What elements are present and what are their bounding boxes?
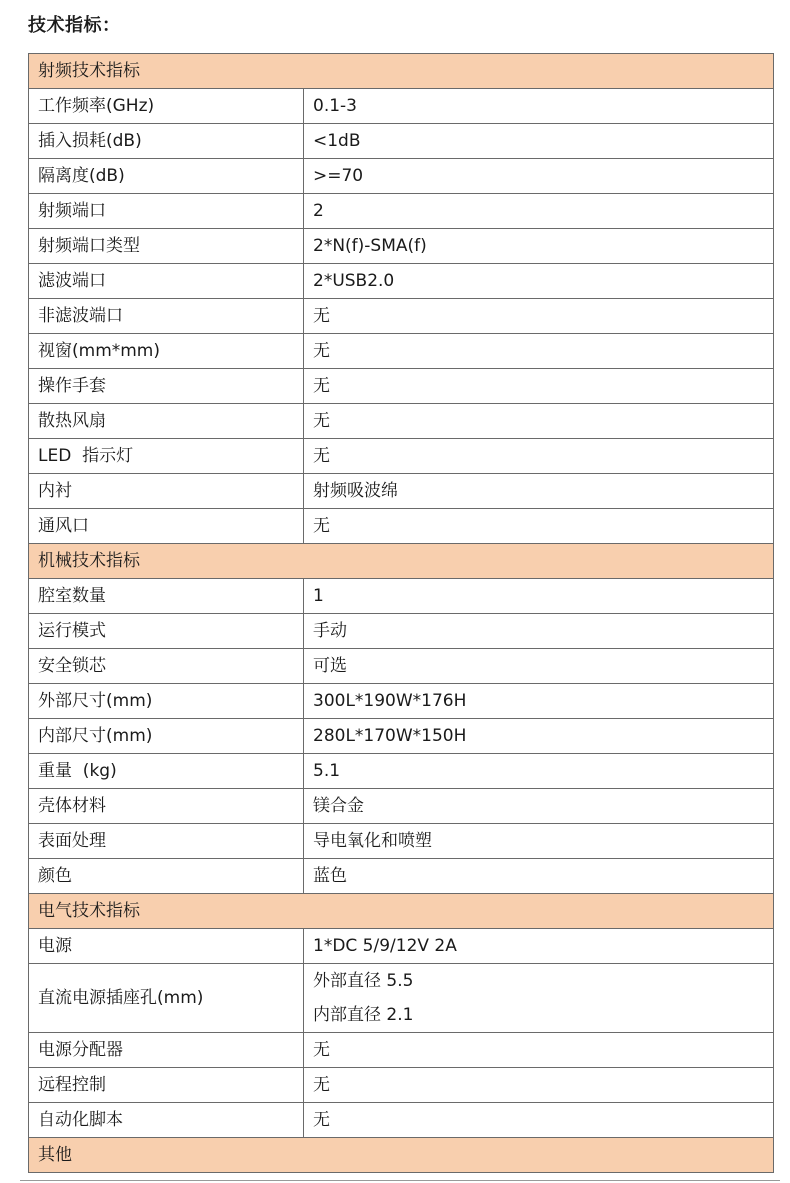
spec-value: 无 <box>304 1103 774 1138</box>
section-title: 机械技术指标 <box>29 544 774 579</box>
spec-label: 插入损耗(dB) <box>29 124 304 159</box>
spec-label: 安全锁芯 <box>29 649 304 684</box>
spec-value: 无 <box>304 369 774 404</box>
section-header-elec <box>29 894 774 929</box>
spec-label: 内部尺寸(mm) <box>29 719 304 754</box>
table-row <box>29 824 774 859</box>
spec-value: 2 <box>304 194 774 229</box>
spec-value: 可选 <box>304 649 774 684</box>
spec-value: 蓝色 <box>304 859 774 894</box>
spec-value: 无 <box>304 404 774 439</box>
spec-value: 0.1-3 <box>304 89 774 124</box>
spec-label: 视窗(mm*mm) <box>29 334 304 369</box>
spec-label: 非滤波端口 <box>29 299 304 334</box>
table-row <box>29 124 774 159</box>
table-row <box>29 789 774 824</box>
spec-value: 无 <box>304 439 774 474</box>
table-row <box>29 334 774 369</box>
spec-label: 隔离度(dB) <box>29 159 304 194</box>
spec-value: >=70 <box>304 159 774 194</box>
spec-value: 1 <box>304 579 774 614</box>
section-title: 射频技术指标 <box>29 54 774 89</box>
spec-value: 2*USB2.0 <box>304 264 774 299</box>
spec-value: 无 <box>304 1068 774 1103</box>
spec-value: 2*N(f)-SMA(f) <box>304 229 774 264</box>
spec-value: 导电氧化和喷塑 <box>304 824 774 859</box>
spec-label: 自动化脚本 <box>29 1103 304 1138</box>
spec-label: 滤波端口 <box>29 264 304 299</box>
spec-value: 280L*170W*150H <box>304 719 774 754</box>
table-row <box>29 859 774 894</box>
spec-table-body <box>29 54 774 1173</box>
bottom-divider <box>20 1180 780 1181</box>
value-line: 外部直径 5.5 <box>313 971 414 991</box>
table-row <box>29 369 774 404</box>
section-header-mech <box>29 544 774 579</box>
spec-label: 内衬 <box>29 474 304 509</box>
table-row <box>29 264 774 299</box>
table-row <box>29 719 774 754</box>
table-row <box>29 614 774 649</box>
table-row <box>29 754 774 789</box>
spec-label: 重量 (kg) <box>29 754 304 789</box>
table-row <box>29 649 774 684</box>
table-row <box>29 509 774 544</box>
spec-label: 表面处理 <box>29 824 304 859</box>
table-row <box>29 229 774 264</box>
table-row <box>29 299 774 334</box>
spec-label: 射频端口 <box>29 194 304 229</box>
spec-value: <1dB <box>304 124 774 159</box>
table-row <box>29 1068 774 1103</box>
spec-label: LED 指示灯 <box>29 439 304 474</box>
spec-label: 散热风扇 <box>29 404 304 439</box>
spec-value: 300L*190W*176H <box>304 684 774 719</box>
spec-label: 通风口 <box>29 509 304 544</box>
spec-value: 无 <box>304 509 774 544</box>
table-row <box>29 684 774 719</box>
spec-label: 电源分配器 <box>29 1033 304 1068</box>
spec-label: 工作频率(GHz) <box>29 89 304 124</box>
spec-value: 5.1 <box>304 754 774 789</box>
section-header-other <box>29 1138 774 1173</box>
table-row <box>29 439 774 474</box>
spec-label: 腔室数量 <box>29 579 304 614</box>
section-title: 电气技术指标 <box>29 894 774 929</box>
spec-value: 无 <box>304 299 774 334</box>
spec-label: 壳体材料 <box>29 789 304 824</box>
spec-label: 颜色 <box>29 859 304 894</box>
table-row <box>29 404 774 439</box>
table-row <box>29 159 774 194</box>
table-row <box>29 1033 774 1068</box>
table-row <box>29 474 774 509</box>
spec-value <box>304 964 774 1033</box>
table-row <box>29 89 774 124</box>
table-row <box>29 579 774 614</box>
table-row <box>29 1103 774 1138</box>
spec-label: 外部尺寸(mm) <box>29 684 304 719</box>
spec-label: 运行模式 <box>29 614 304 649</box>
spec-label: 直流电源插座孔(mm) <box>29 964 304 1033</box>
spec-table <box>28 53 774 1173</box>
value-line: 内部直径 2.1 <box>313 1005 414 1025</box>
spec-label: 远程控制 <box>29 1068 304 1103</box>
spec-label: 电源 <box>29 929 304 964</box>
table-row <box>29 194 774 229</box>
table-row <box>29 929 774 964</box>
spec-value: 无 <box>304 1033 774 1068</box>
section-title: 其他 <box>29 1138 774 1173</box>
spec-value: 1*DC 5/9/12V 2A <box>304 929 774 964</box>
spec-value: 无 <box>304 334 774 369</box>
spec-value: 手动 <box>304 614 774 649</box>
spec-value: 镁合金 <box>304 789 774 824</box>
spec-label: 射频端口类型 <box>29 229 304 264</box>
spec-value: 射频吸波绵 <box>304 474 774 509</box>
page-title: 技术指标： <box>28 15 121 36</box>
section-header-rf <box>29 54 774 89</box>
table-row <box>29 964 774 1033</box>
spec-label: 操作手套 <box>29 369 304 404</box>
